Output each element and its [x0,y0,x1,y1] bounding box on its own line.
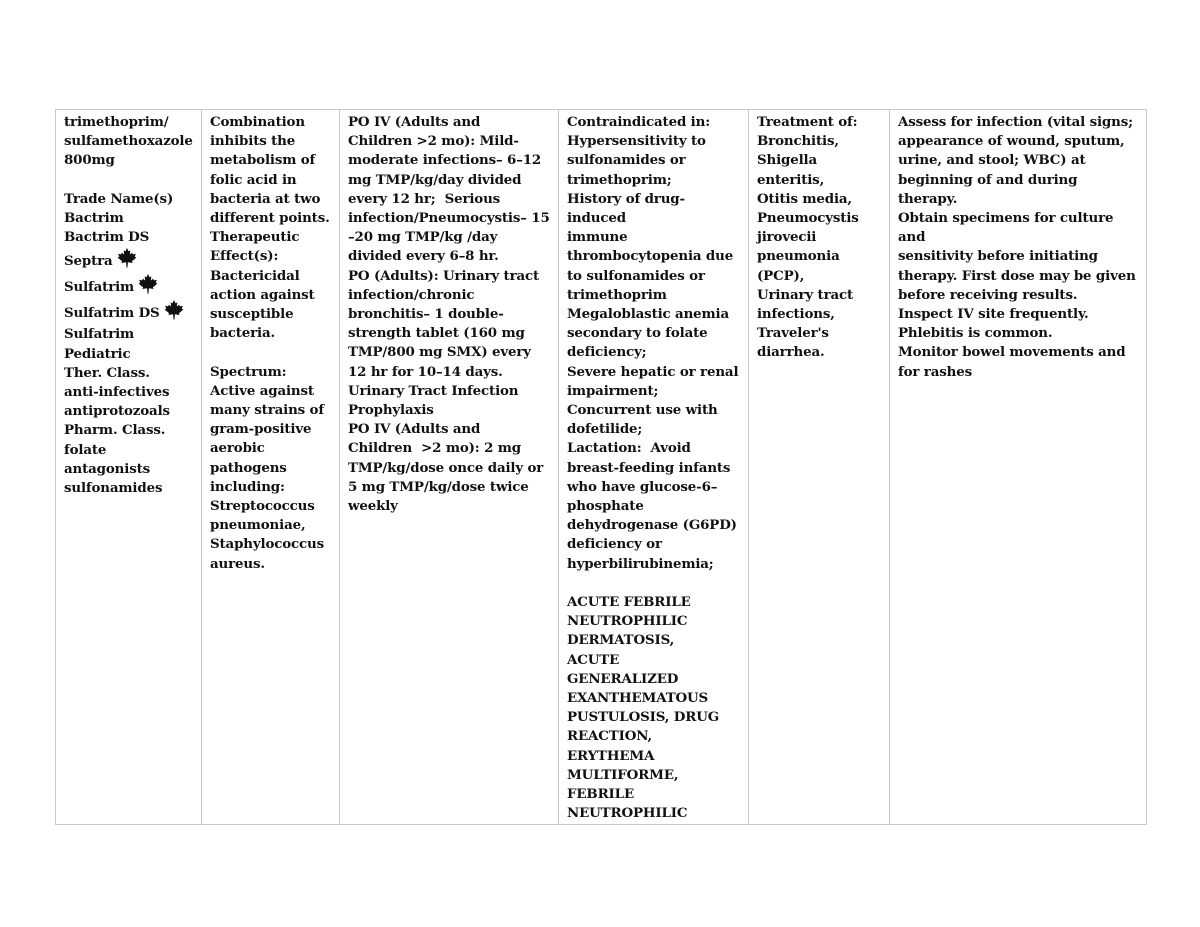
indication-line: Urinary tract [757,286,854,303]
adverse-reaction-line: NEUTROPHILIC [567,805,688,822]
contraindication-line: History of drug-induced [567,190,685,227]
contraindication-line: Hypersensitivity to [567,133,706,150]
contraindication-line: who have glucose-6– [567,478,718,495]
mechanism-line: action against [210,286,315,303]
mechanism-line: different points. [210,210,330,227]
contraindication-line: dehydrogenase (G6PD) [567,517,737,534]
dosage-line: –20 mg TMP/kg /day [348,229,498,246]
adverse-reaction-line: PUSTULOSIS, DRUG [567,709,720,726]
spectrum-line: Spectrum: [210,363,287,380]
dosage-line: Children >2 mo): Mild- [348,133,519,150]
nursing-line: for rashes [898,363,972,380]
mechanism-text [210,113,331,343]
contraindication-line: hyperbilirubinemia; [567,555,714,572]
adverse-reaction-line: FEBRILE [567,786,634,803]
indication-line: jirovecii [757,229,817,246]
dosage-line: every 12 hr; Serious [348,190,501,207]
contraindication-line: impairment; [567,382,659,399]
trade-names-list [64,209,193,364]
pharm-class-list [64,441,193,499]
nursing-line: Inspect IV site frequently. [898,306,1089,323]
adverse-reaction-line: ACUTE FEBRILE [567,594,691,611]
nursing-line: sensitivity before initiating [898,248,1098,265]
adverse-reaction-line: ACUTE [567,651,620,668]
mechanism-line: Therapeutic [210,229,300,246]
trade-name [64,209,193,228]
dosage-line: Urinary Tract Infection [348,382,519,399]
mechanism-line: susceptible [210,306,294,323]
trade-name-label: Sulfatrim [64,326,135,343]
nursing-line: Monitor bowel movements and [898,344,1126,361]
dosage-line: 5 mg TMP/kg/dose twice [348,478,529,495]
mechanism-line: Bactericidal [210,267,300,284]
contraindication-line: breast-feeding infants [567,459,731,476]
indication-line: Traveler's [757,325,829,342]
trade-name [64,325,193,344]
contraindication-line: sulfonamides or [567,152,686,169]
adverse-reactions-text [567,593,740,823]
dosage-line: moderate infections– 6–12 [348,152,542,169]
indication-line: Otitis media, [757,190,852,207]
indication-line: (PCP), [757,267,805,284]
contraindication-line: deficiency; [567,344,647,361]
spacer [210,343,331,362]
maple-leaf-icon [116,247,138,269]
contraindication-line: immune [567,229,628,246]
indication-line: infections, [757,306,835,323]
dosage-line: Children >2 mo): 2 mg [348,440,522,457]
dosage-line: mg TMP/kg/day divided [348,171,522,188]
dosage-line: infection/Pneumocystis– 15 [348,210,550,227]
contraindication-line: phosphate [567,498,644,515]
dosage-text [348,113,550,516]
trade-name-label: Septra [64,253,113,270]
trade-name-label: Bactrim DS [64,229,150,246]
indication-line: Treatment of: [757,114,858,130]
indication-line: pneumonia [757,248,840,265]
drug-info-table [55,109,1147,825]
nursing-line: before receiving results. [898,286,1078,303]
nursing-line: Phlebitis is common. [898,325,1053,342]
indication-line: Shigella enteritis, [757,152,825,188]
dosage-line: PO IV (Adults and [348,114,481,130]
indications-text [757,113,881,363]
dosage-line: strength tablet (160 mg [348,325,525,342]
pharm-class-heading: Pharm. Class. [64,422,166,439]
indication-line: Pneumocystis [757,210,859,227]
contraindication-line: Lactation: Avoid [567,440,691,457]
contraindication-line: dofetilide; [567,421,643,438]
table-row [56,110,1147,825]
nursing-line: urine, and stool; WBC) at [898,152,1086,169]
spectrum-line: Staphylococcus [210,536,324,553]
mechanism-line: Combination [210,114,305,130]
maple-leaf-icon [163,299,185,321]
contraindication-line: Contraindicated in: [567,114,710,130]
mechanism-line: bacteria at two [210,190,321,207]
trade-name [64,247,193,273]
trade-name [64,299,193,325]
trade-name [64,345,193,364]
nursing-line: therapy. First dose may be given [898,267,1136,284]
trade-name-label: Pediatric [64,345,131,362]
mechanism-line: folic acid in [210,171,297,188]
mechanism-cell [202,110,340,825]
dosage-line: weekly [348,498,398,515]
contraindication-line: to sulfonamides or [567,267,705,284]
spectrum-line: gram-positive [210,421,312,438]
dosage-line: divided every 6–8 hr. [348,248,499,265]
dosage-line: bronchitis– 1 double- [348,306,504,323]
ther-class-item: antiprotozoals [64,403,170,420]
adverse-reaction-line: EXANTHEMATOUS [567,690,709,707]
trade-name-label: Sulfatrim [64,279,135,296]
contraindication-line: deficiency or [567,536,662,553]
ther-class-item: anti-infectives [64,384,170,401]
ther-class-list [64,383,193,421]
nursing-text [898,113,1138,382]
pharm-class-item: folate antagonists [64,441,151,477]
drug-name-cont: sulfamethoxazole [64,133,193,150]
drug-name: trimethoprim/ [64,114,169,130]
adverse-reaction-line: NEUTROPHILIC [567,613,688,630]
nursing-cell [890,110,1147,825]
mechanism-line: inhibits the [210,133,296,150]
contraindications-text [567,113,740,574]
spectrum-line: pathogens [210,459,287,476]
spectrum-line: aerobic [210,440,265,457]
indication-line: Bronchitis, [757,133,839,150]
ther-class-heading: Ther. Class. [64,364,150,381]
contraindication-line: secondary to folate [567,325,708,342]
contraindication-line: Concurrent use with [567,402,718,419]
adverse-reaction-line: REACTION, [567,728,652,745]
nursing-line: beginning of and during therapy. [898,171,1082,207]
drug-dose: 800mg [64,152,115,169]
indications-cell [749,110,890,825]
spectrum-line: Streptococcus [210,498,315,515]
spacer [567,574,740,593]
adverse-reaction-line: ERYTHEMA [567,747,655,764]
trade-name-label: Sulfatrim DS [64,305,160,322]
dosage-line: Prophylaxis [348,402,434,419]
spectrum-line: Active against [210,382,314,399]
dosage-line: infection/chronic [348,286,475,303]
contraindication-line: trimethoprim [567,286,667,303]
spectrum-line: aureus. [210,555,265,572]
mechanism-line: Effect(s): [210,248,279,265]
spectrum-line: including: [210,478,285,495]
spectrum-text [210,363,331,574]
nursing-line: Assess for infection (vital signs; [898,114,1133,130]
nursing-line: Obtain specimens for culture and [898,210,1118,246]
dosage-line: 12 hr for 10–14 days. [348,363,503,380]
pharm-class-item: sulfonamides [64,480,163,497]
indication-line: diarrhea. [757,344,825,361]
trade-name [64,273,193,299]
adverse-reaction-line: DERMATOSIS, [567,632,675,649]
nursing-line: appearance of wound, sputum, [898,133,1125,150]
dosage-line: TMP/800 mg SMX) every [348,344,531,361]
dosage-line: PO IV (Adults and [348,421,481,438]
spacer [64,171,193,190]
dosage-cell [340,110,559,825]
trade-name-label: Bactrim [64,210,124,226]
spectrum-line: pneumoniae, [210,517,306,534]
contraindication-line: thrombocytopenia due [567,248,734,265]
dosage-line: PO (Adults): Urinary tract [348,267,540,284]
maple-leaf-icon [137,273,159,295]
mechanism-line: metabolism of [210,152,316,169]
mechanism-line: bacteria. [210,325,276,342]
spectrum-line: many strains of [210,402,324,419]
trade-names-heading: Trade Name(s) [64,190,174,207]
contraindication-line: trimethoprim; [567,171,672,188]
contraindication-line: Severe hepatic or renal [567,363,739,380]
adverse-reaction-line: MULTIFORME, [567,766,679,783]
trade-name [64,228,193,247]
contraindications-cell [559,110,749,825]
drug-name-cell [56,110,202,825]
dosage-line: TMP/kg/dose once daily or [348,459,544,476]
contraindication-line: Megaloblastic anemia [567,306,730,323]
adverse-reaction-line: GENERALIZED [567,670,679,687]
